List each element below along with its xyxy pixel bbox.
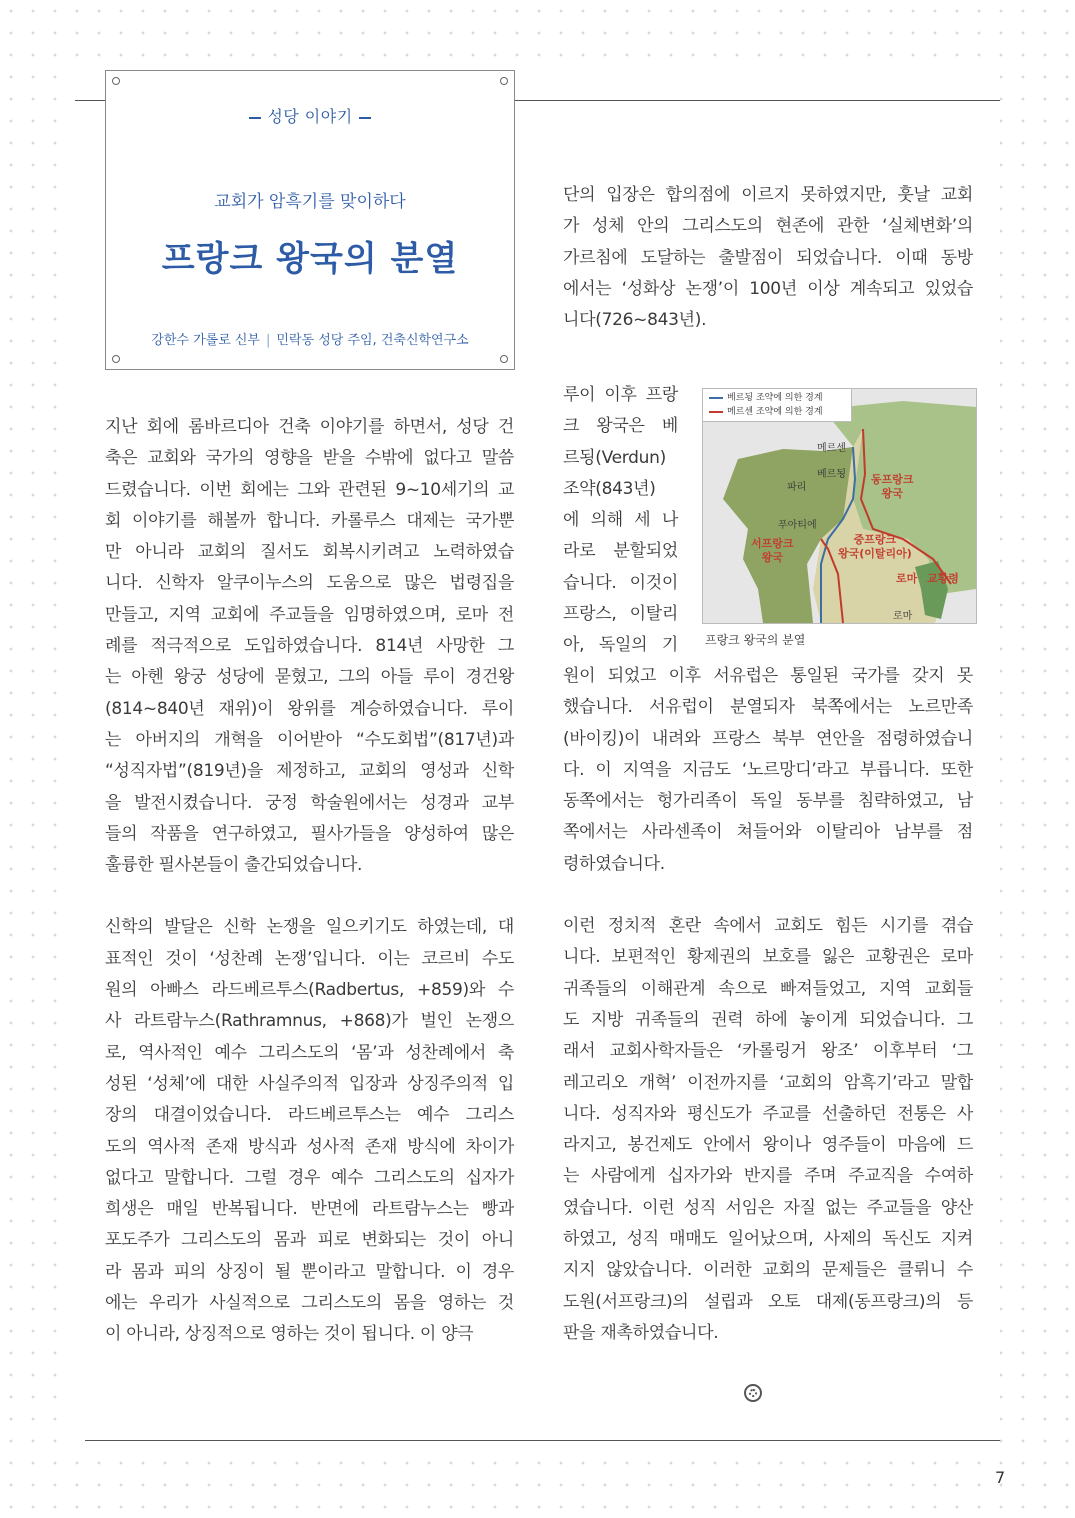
text-line: 성된 ‘성체’에 대한 사실주의적 입장과 상징주의적 입: [105, 1073, 514, 1094]
text-line: 로, 역사적인 예수 그리스도의 ‘몸’과 성찬례에서 축: [105, 1042, 514, 1063]
text-line: 에 의해 세 나: [563, 510, 678, 531]
paragraph: [563, 180, 973, 336]
text-line: 아, 독일의 기: [563, 635, 678, 656]
pin-dot: [112, 355, 120, 363]
text-line: 다. 이 지역을 지금도 ‘노르망디’라고 부릅니다. 또한: [563, 759, 973, 780]
text-line: 루이 이후 프랑: [563, 385, 678, 405]
text-line: 들의 작품을 연구하였고, 필사가들을 양성하여 많은: [105, 823, 514, 844]
right-column-wide: [563, 661, 973, 1349]
text-line: 하였고, 성직 매매도 일어났으며, 사제의 독신도 지켜: [563, 1229, 973, 1250]
text-line: 라지고, 봉건제도 안에서 왕이나 영주들이 마음에 드: [563, 1135, 973, 1156]
legend-red: 메르센 조약에 의한 경계: [709, 406, 823, 418]
text-line: 원이 되었고 이후 서유럽은 통일된 국가를 갖지 못: [563, 666, 973, 686]
end-mark-icon: [744, 1384, 762, 1402]
text-line: 크 왕국은 베: [563, 416, 678, 437]
map-label-papal-state: 교황령: [927, 572, 959, 585]
text-line: 표적인 것이 ‘성찬례 논쟁’입니다. 이는 코르비 수도: [105, 948, 514, 969]
text-line: 습니다. 이것이: [563, 572, 678, 593]
text-line: 회 이야기를 해볼까 합니다. 카롤루스 대제는 국가뿐: [105, 510, 514, 531]
paragraph: [563, 661, 973, 880]
paragraph: [105, 912, 514, 1350]
text-line: 르됭(Verdun): [563, 447, 666, 468]
text-line: 사 라트람누스(Rathramnus, +868)가 벌인 논쟁으: [105, 1011, 514, 1032]
text-line: 장의 대결이었습니다. 라드베르투스는 예수 그리스: [105, 1105, 514, 1126]
paragraph: [563, 911, 973, 1349]
text-line: 례를 적극적으로 도입하였습니다. 814년 사망한 그: [105, 636, 514, 657]
text-line: 니다. 성직자와 평신도가 주교를 선출하던 전통은 사: [563, 1103, 973, 1124]
text-line: 는 사람에게 십자가와 반지를 주며 주교직을 수여하: [563, 1166, 973, 1187]
text-line: 판을 재촉하였습니다.: [563, 1322, 719, 1343]
paragraph: [563, 380, 678, 662]
map-caption: 프랑크 왕국의 분열: [705, 633, 806, 647]
pin-dot: [500, 77, 508, 85]
text-line: 지난 회에 롬바르디아 건축 이야기를 하면서, 성당 건: [105, 417, 514, 437]
text-line: 드렸습니다. 이번 회에는 그와 관련된 9~10세기의 교: [105, 479, 514, 500]
left-column: [105, 412, 514, 1351]
map-label-roma-red: 로마: [896, 572, 918, 585]
frame-bottom-line: [85, 1440, 1000, 1441]
paragraph: [105, 412, 514, 881]
text-line: 조약(843년): [563, 478, 656, 499]
text-line: 없다고 말합니다. 그럴 경우 예수 그리스도의 십자가: [105, 1167, 514, 1188]
text-line: 귀족들의 이해관계 속으로 빠져들었고, 지역 교회들: [563, 978, 973, 999]
text-line: 는 아헨 왕궁 성당에 묻혔고, 그의 아들 루이 경건왕: [105, 667, 514, 688]
frame-top-line-right: [513, 100, 1000, 101]
text-line: 단의 입장은 합의점에 이르지 못하였지만, 훗날 교회: [563, 185, 973, 205]
article-title: 프랑크 왕국의 분열: [161, 239, 459, 279]
text-line: 가 성체 안의 그리스도의 현존에 관한 ‘실체변화’의: [563, 216, 973, 237]
map-label-roma: 로마: [893, 611, 913, 622]
text-line: 축은 교회와 국가의 영향을 받을 수밖에 없다고 말씀: [105, 448, 514, 469]
title-box: [105, 70, 515, 370]
text-line: 에는 우리가 사실적으로 그리스도의 몸을 영하는 것: [105, 1293, 514, 1314]
text-line: 였습니다. 이런 성직 서임은 자질 없는 주교들을 양산: [563, 1197, 973, 1218]
author-role: 민락동 성당 주임, 건축신학연구소: [276, 333, 469, 348]
text-line: 니다. 보편적인 황제권의 보호를 잃은 교황권은 로마: [563, 947, 973, 968]
right-column-top: [563, 180, 973, 336]
text-line: (바이킹)이 내려와 프랑스 북부 연안을 점령하였습니: [563, 728, 973, 749]
right-column-narrow: [563, 380, 678, 662]
text-line: 이런 정치적 혼란 속에서 교회도 힘든 시기를 겪습: [563, 916, 973, 937]
text-line: 지지 않았습니다. 이러한 교회의 문제들은 클뤼니 수: [563, 1260, 973, 1281]
map-label-verdun: 베르됭: [817, 469, 846, 480]
frame-top-line-left: [75, 100, 105, 101]
text-line: 희생은 매일 반복됩니다. 반면에 라트람누스는 빵과: [105, 1199, 514, 1220]
pin-dot: [500, 355, 508, 363]
map-legend: [703, 389, 852, 422]
text-line: 을 발전시켰습니다. 궁정 학술원에서는 성경과 교부: [105, 792, 514, 813]
text-line: 프랑스, 이탈리: [563, 604, 678, 625]
text-line: 훌륭한 필사본들이 출간되었습니다.: [105, 855, 363, 876]
text-line: 도의 역사적 존재 방식과 성사적 존재 방식에 차이가: [105, 1136, 514, 1157]
text-line: 령하였습니다.: [563, 853, 665, 874]
pin-dot: [112, 77, 120, 85]
author-name: 강한수 가롤로 신부: [151, 333, 260, 348]
text-line: 가르침에 도달하는 출발점이 되었습니다. 이때 동방: [563, 247, 973, 268]
text-line: 도원(서프랑크)의 설립과 오토 대제(동프랑크)의 등: [563, 1291, 973, 1312]
map-label-middle-frank: 중프랑크 왕국(이탈리아): [838, 533, 912, 560]
text-line: 는 아버지의 개혁을 이어받아 “수도회법”(817년)과: [105, 729, 514, 750]
text-line: 라 몸과 피의 상징이 될 뿐이라고 말합니다. 이 경우: [105, 1261, 514, 1282]
text-line: 만 아니라 교회의 질서도 회복시키려고 노력하였습: [105, 542, 514, 563]
text-line: 도 지방 귀족들의 권력 하에 놓이게 되었습니다. 그: [563, 1009, 973, 1030]
text-line: 신학의 발달은 신학 논쟁을 일으키기도 하였는데, 대: [105, 917, 514, 938]
map-figure: [702, 388, 977, 624]
text-line: 동쪽에서는 헝가리족이 독일 동부를 침략하였고, 남: [563, 791, 973, 812]
text-line: 니다(726~843년).: [563, 310, 707, 331]
text-line: 포도주가 그리스도의 몸과 피로 변화되는 것이 아니: [105, 1230, 514, 1251]
map-svg: [703, 389, 976, 623]
text-line: “성직자법”(819년)을 제정하고, 교회의 영성과 신학: [105, 761, 514, 782]
text-line: 만들고, 지역 교회에 주교들을 임명하였으며, 로마 전: [105, 604, 514, 625]
text-line: 에서는 ‘성화상 논쟁’이 100년 이상 계속되고 있었습: [563, 278, 973, 299]
text-line: 래서 교회사학자들은 ‘카롤링거 왕조’ 이후부터 ‘그: [563, 1041, 973, 1062]
text-line: 니다. 신학자 알쿠이누스의 도움으로 많은 법령집을: [105, 573, 514, 594]
text-line: 레고리오 개혁’ 이전까지를 ‘교회의 암흑기’라고 말합: [563, 1072, 973, 1093]
text-line: 이 아니라, 상징적으로 영하는 것이 됩니다. 이 양극: [105, 1324, 474, 1345]
series-label: 성당 이야기: [106, 104, 514, 127]
map-label-paris: 파리: [787, 482, 807, 493]
page-number: 7: [995, 1468, 1006, 1487]
map-label-mersen: 메르센: [817, 443, 846, 454]
map-label-east-frank: 동프랑크 왕국: [871, 473, 914, 500]
map-label-west-frank: 서프랑크 왕국: [751, 537, 794, 564]
text-line: 원의 아빠스 라드베르투스(Radbertus, +859)와 수: [105, 980, 514, 1001]
text-line: 쪽에서는 사라센족이 쳐들어와 이탈리아 남부를 점: [563, 822, 973, 843]
map-label-poitiers: 푸아티에: [778, 520, 817, 531]
text-line: 라로 분할되었: [563, 541, 678, 562]
legend-blue: 베르됭 조약에 의한 경계: [709, 392, 823, 404]
article-subtitle: 교회가 암흑기를 맞이하다: [214, 192, 406, 212]
author-line: 강한수 가롤로 신부 | 민락동 성당 주임, 건축신학연구소: [151, 333, 469, 348]
text-line: 했습니다. 서유럽이 분열되자 북쪽에서는 노르만족: [563, 697, 973, 718]
text-line: (814~840년 재위)이 왕위를 계승하였습니다. 루이: [105, 698, 514, 719]
